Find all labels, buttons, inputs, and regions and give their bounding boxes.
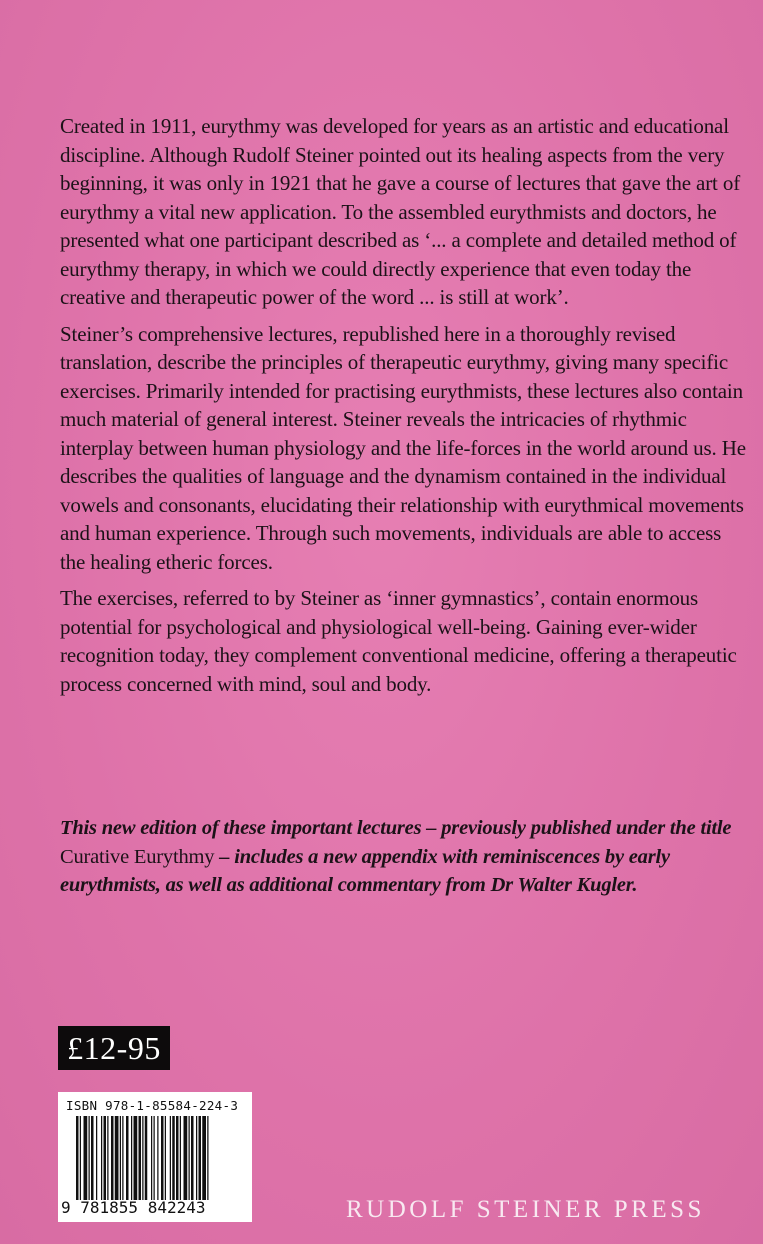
barcode-digits: 9 781855 842243 <box>61 1198 206 1217</box>
edition-note-part-1: This new edition of these important lectures – previously published under the title <box>60 817 732 839</box>
former-title: Curative Eurythmy <box>60 845 215 868</box>
price-tag: £12-95 <box>58 1026 170 1070</box>
barcode-icon <box>76 1116 246 1200</box>
blurb-text <box>60 112 750 706</box>
barcode-panel <box>58 1092 252 1222</box>
edition-note <box>60 814 755 900</box>
blurb-paragraph-1: Created in 1911, eurythmy was developed for years as an artistic and educational discipline. Although Rudolf Steiner pointed out its healing aspects from the very beginning, it was only in 1921 that he gave a course of lectures that gave the art of eurythmy a vital new application. To the assembled eurythmists and doctors, he presented what one participant described as ‘... a complete and detailed method of eurythmy therapy, in which we could directly experience that even today the creative and therapeutic power of the word ... is still at work’. <box>60 114 741 309</box>
blurb-paragraph-2: Steiner’s comprehensive lectures, republished here in a thoroughly revised translation, describe the principles of therapeutic eurythmy, giving many specific exercises. Primarily intended for practising eurythmists, these lectures also contain much material of general interest. Steiner reveals the intricacies of rhythmic interplay between human physiology and the life-forces in the world around us. He describes the qualities of language and the dynamism contained in the individual vowels and consonants, elucidating their relationship with eurythmical movements and human experience. Through such movements, individuals are able to access the healing etheric forces. <box>60 321 746 574</box>
blurb-paragraph-3: The exercises, referred to by Steiner as ‘inner gymnastics’, contain enormous potential for psychological and physiological well-being. Gaining ever-wider recognition today, they complement conventional medicine, offering a therapeutic process concerned with mind, soul and body. <box>60 586 737 696</box>
publisher-name: RUDOLF STEINER PRESS <box>346 1196 705 1223</box>
isbn-label: ISBN 978-1-85584-224-3 <box>66 1098 239 1113</box>
edition-note-part-2: – includes a new appendix with reminiscences by early eurythmists, as well as additional commentary from Dr Walter Kugler. <box>60 845 670 896</box>
